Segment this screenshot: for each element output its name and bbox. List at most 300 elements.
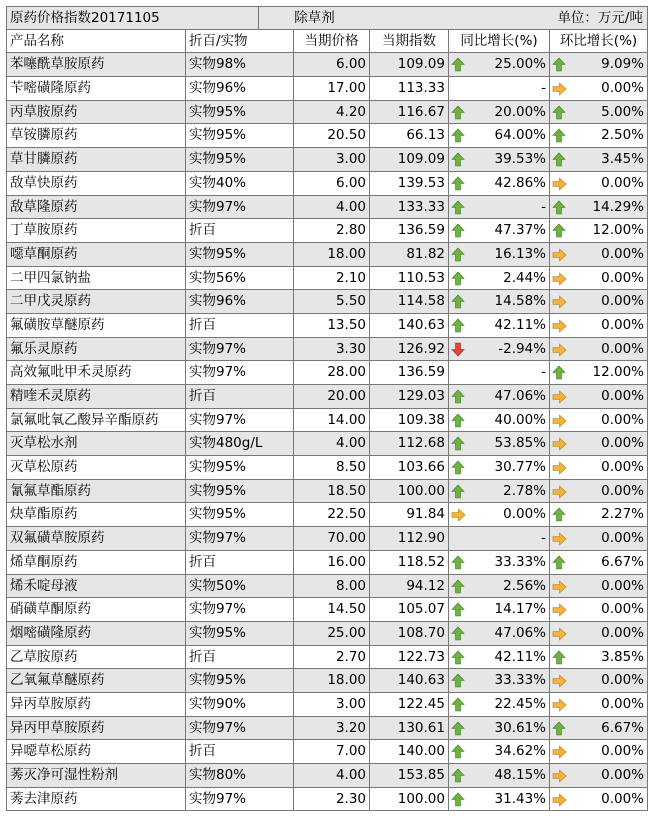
mom-value: 5.00% — [601, 103, 644, 120]
yoy-growth — [449, 53, 550, 76]
current-index: 113.33 — [370, 77, 449, 100]
right-arrow-icon — [552, 272, 567, 286]
yoy-growth — [449, 77, 550, 100]
product-name: 硝磺草酮原药 — [6, 598, 186, 621]
yoy-growth — [449, 788, 550, 811]
yoy-value: 53.85% — [494, 435, 546, 452]
price-index-table — [6, 6, 648, 811]
mom-growth — [550, 101, 648, 124]
current-index: 114.58 — [370, 290, 449, 313]
table-row — [6, 196, 648, 220]
up-arrow-icon — [451, 602, 465, 617]
current-price: 3.00 — [294, 693, 370, 716]
yoy-growth — [449, 717, 550, 740]
mom-value: 0.00% — [601, 459, 644, 476]
current-index: 129.03 — [370, 385, 449, 408]
basis: 折百 — [186, 740, 294, 763]
yoy-growth — [449, 338, 550, 361]
yoy-growth — [449, 575, 550, 598]
up-arrow-icon — [451, 200, 465, 215]
up-arrow-icon — [451, 555, 465, 570]
yoy-growth — [449, 243, 550, 266]
up-arrow-icon — [451, 413, 465, 428]
product-name: 莠去津原药 — [6, 788, 186, 811]
up-arrow-icon — [451, 223, 465, 238]
current-index: 136.59 — [370, 219, 449, 242]
basis: 折百 — [186, 385, 294, 408]
up-arrow-icon — [552, 105, 566, 120]
current-index: 133.33 — [370, 196, 449, 219]
right-arrow-icon — [552, 343, 567, 357]
mom-growth — [550, 788, 648, 811]
current-index: 91.84 — [370, 503, 449, 526]
table-row — [6, 385, 648, 409]
product-name: 二甲四氯钠盐 — [6, 267, 186, 290]
right-arrow-icon — [552, 769, 567, 783]
up-arrow-icon — [552, 223, 566, 238]
current-price: 22.50 — [294, 503, 370, 526]
mom-value: 0.00% — [601, 293, 644, 310]
current-price: 4.00 — [294, 432, 370, 455]
product-name: 二甲戊灵原药 — [6, 290, 186, 313]
basis: 实物95% — [186, 503, 294, 526]
basis: 实物97% — [186, 717, 294, 740]
yoy-growth — [449, 267, 550, 290]
yoy-value: 40.00% — [494, 411, 546, 428]
up-arrow-icon — [451, 247, 465, 262]
table-row — [6, 243, 648, 267]
table-row — [6, 693, 648, 717]
basis: 实物97% — [186, 338, 294, 361]
current-price: 16.00 — [294, 551, 370, 574]
yoy-value: - — [541, 198, 546, 215]
mom-growth — [550, 124, 648, 147]
table-row — [6, 717, 648, 741]
yoy-value: 25.00% — [494, 56, 546, 73]
yoy-value: 22.45% — [494, 695, 546, 712]
right-arrow-icon — [552, 390, 567, 404]
yoy-value: 20.00% — [494, 103, 546, 120]
mom-growth — [550, 480, 648, 503]
right-arrow-icon — [451, 508, 466, 522]
yoy-growth — [449, 196, 550, 219]
product-name: 苯噻酰草胺原药 — [6, 53, 186, 76]
current-index: 118.52 — [370, 551, 449, 574]
yoy-growth — [449, 598, 550, 621]
right-arrow-icon — [552, 177, 567, 191]
mom-value: 0.00% — [601, 577, 644, 594]
current-price: 3.30 — [294, 338, 370, 361]
mom-growth — [550, 314, 648, 337]
up-arrow-icon — [451, 389, 465, 404]
yoy-value: 33.33% — [494, 672, 546, 689]
unit-label: 单位：万元/吨 — [370, 7, 648, 29]
right-arrow-icon — [552, 82, 567, 96]
right-arrow-icon — [552, 485, 567, 499]
table-row — [6, 503, 648, 527]
current-index: 66.13 — [370, 124, 449, 147]
up-arrow-icon — [451, 436, 465, 451]
yoy-growth — [449, 740, 550, 763]
product-name: 烯禾啶母液 — [6, 575, 186, 598]
up-arrow-icon — [552, 200, 566, 215]
table-row — [6, 740, 648, 764]
header-index: 当期指数 — [370, 30, 449, 53]
right-arrow-icon — [552, 319, 567, 333]
up-arrow-icon — [451, 768, 465, 783]
right-arrow-icon — [552, 295, 567, 309]
mom-value: 3.45% — [601, 151, 644, 168]
current-price: 4.00 — [294, 764, 370, 787]
table-row — [6, 290, 648, 314]
current-index: 100.00 — [370, 480, 449, 503]
table-row — [6, 788, 648, 812]
current-price: 20.00 — [294, 385, 370, 408]
table-row — [6, 432, 648, 456]
current-price: 2.80 — [294, 219, 370, 242]
mom-growth — [550, 172, 648, 195]
current-index: 122.45 — [370, 693, 449, 716]
yoy-value: -2.94% — [498, 340, 546, 357]
right-arrow-icon — [552, 414, 567, 428]
yoy-value: 30.77% — [494, 459, 546, 476]
mom-growth — [550, 764, 648, 787]
up-arrow-icon — [552, 507, 566, 522]
yoy-growth — [449, 527, 550, 550]
mom-growth — [550, 243, 648, 266]
mom-growth — [550, 740, 648, 763]
up-arrow-icon — [451, 176, 465, 191]
current-index: 126.92 — [370, 338, 449, 361]
yoy-value: 47.06% — [494, 624, 546, 641]
mom-growth — [550, 551, 648, 574]
report-title: 原药价格指数20171105 — [6, 7, 259, 29]
product-name: 氰氟草酯原药 — [6, 480, 186, 503]
right-arrow-icon — [552, 437, 567, 451]
current-price: 28.00 — [294, 361, 370, 384]
mom-growth — [550, 338, 648, 361]
current-index: 140.00 — [370, 740, 449, 763]
mom-growth — [550, 148, 648, 171]
current-index: 109.09 — [370, 53, 449, 76]
mom-growth — [550, 527, 648, 550]
current-price: 3.20 — [294, 717, 370, 740]
basis: 实物95% — [186, 148, 294, 171]
up-arrow-icon — [451, 650, 465, 665]
current-index: 153.85 — [370, 764, 449, 787]
yoy-value: 31.43% — [494, 790, 546, 807]
mom-growth — [550, 290, 648, 313]
table-row — [6, 53, 648, 77]
current-index: 100.00 — [370, 788, 449, 811]
yoy-growth — [449, 456, 550, 479]
yoy-value: 42.86% — [494, 174, 546, 191]
basis: 实物95% — [186, 124, 294, 147]
yoy-value: 48.15% — [494, 767, 546, 783]
yoy-growth — [449, 409, 550, 432]
mom-value: 6.67% — [601, 719, 644, 736]
yoy-value: 14.58% — [494, 293, 546, 310]
current-index: 109.38 — [370, 409, 449, 432]
mom-value: 6.67% — [601, 553, 644, 570]
table-row — [6, 598, 648, 622]
current-price: 20.50 — [294, 124, 370, 147]
yoy-value: 0.00% — [503, 506, 546, 523]
basis: 折百 — [186, 551, 294, 574]
mom-value: 0.00% — [601, 601, 644, 618]
product-name: 丙草胺原药 — [6, 101, 186, 124]
product-name: 高效氟吡甲禾灵原药 — [6, 361, 186, 384]
table-row — [6, 314, 648, 338]
basis: 实物95% — [186, 622, 294, 645]
table-row — [6, 480, 648, 504]
basis: 实物95% — [186, 101, 294, 124]
mom-value: 9.09% — [601, 56, 644, 73]
basis: 实物97% — [186, 788, 294, 811]
mom-growth — [550, 717, 648, 740]
product-name: 乙草胺原药 — [6, 646, 186, 669]
table-row — [6, 456, 648, 480]
current-index: 116.67 — [370, 101, 449, 124]
header-price: 当期价格 — [294, 30, 370, 53]
table-body — [6, 53, 648, 811]
header-mom: 环比增长(%) — [550, 30, 648, 53]
basis: 实物98% — [186, 53, 294, 76]
up-arrow-icon — [552, 128, 566, 143]
mom-value: 12.00% — [592, 222, 644, 239]
up-arrow-icon — [451, 792, 465, 807]
basis: 实物97% — [186, 361, 294, 384]
up-arrow-icon — [552, 721, 566, 736]
current-index: 81.82 — [370, 243, 449, 266]
current-price: 25.00 — [294, 622, 370, 645]
current-price: 18.00 — [294, 243, 370, 266]
product-name: 氟磺胺草醚原药 — [6, 314, 186, 337]
current-price: 5.50 — [294, 290, 370, 313]
mom-growth — [550, 219, 648, 242]
current-index: 136.59 — [370, 361, 449, 384]
current-price: 6.00 — [294, 172, 370, 195]
mom-growth — [550, 503, 648, 526]
up-arrow-icon — [552, 650, 566, 665]
category-title: 除草剂 — [294, 10, 335, 26]
current-index: 112.68 — [370, 432, 449, 455]
mom-value: 0.00% — [601, 269, 644, 286]
current-price: 4.00 — [294, 196, 370, 219]
right-arrow-icon — [552, 627, 567, 641]
yoy-growth — [449, 314, 550, 337]
up-arrow-icon — [451, 626, 465, 641]
mom-value: 0.00% — [601, 435, 644, 452]
mom-value: 14.29% — [592, 198, 644, 215]
current-price: 17.00 — [294, 77, 370, 100]
mom-value: 0.00% — [601, 316, 644, 333]
product-name: 双氟磺草胺原药 — [6, 527, 186, 550]
current-price: 7.00 — [294, 740, 370, 763]
table-row — [6, 172, 648, 196]
yoy-growth — [449, 622, 550, 645]
table-row — [6, 361, 648, 385]
yoy-growth — [449, 503, 550, 526]
table-row — [6, 764, 648, 788]
product-name: 灭草松水剂 — [6, 432, 186, 455]
yoy-growth — [449, 646, 550, 669]
yoy-growth — [449, 290, 550, 313]
yoy-growth — [449, 764, 550, 787]
yoy-value: 2.56% — [503, 577, 546, 594]
mom-growth — [550, 575, 648, 598]
yoy-value: 64.00% — [494, 127, 546, 144]
current-price: 2.70 — [294, 646, 370, 669]
current-index: 122.73 — [370, 646, 449, 669]
product-name: 氯氟吡氧乙酸异辛酯原药 — [6, 409, 186, 432]
current-price: 18.00 — [294, 669, 370, 692]
mom-value: 3.85% — [601, 648, 644, 665]
yoy-value: 14.17% — [494, 601, 546, 618]
mom-growth — [550, 669, 648, 692]
mom-value: 0.00% — [601, 790, 644, 807]
yoy-value: 30.61% — [494, 719, 546, 736]
basis: 实物80% — [186, 764, 294, 787]
yoy-growth — [449, 385, 550, 408]
up-arrow-icon — [451, 105, 465, 120]
mom-value: 2.50% — [601, 127, 644, 144]
up-arrow-icon — [451, 152, 465, 167]
mom-growth — [550, 598, 648, 621]
current-price: 8.00 — [294, 575, 370, 598]
current-price: 70.00 — [294, 527, 370, 550]
table-row — [6, 622, 648, 646]
mom-value: 0.00% — [601, 767, 644, 783]
yoy-growth — [449, 551, 550, 574]
product-name: 精喹禾灵原药 — [6, 385, 186, 408]
mom-growth — [550, 361, 648, 384]
basis: 实物97% — [186, 196, 294, 219]
mom-growth — [550, 409, 648, 432]
current-index: 109.09 — [370, 148, 449, 171]
basis: 实物95% — [186, 669, 294, 692]
table-row — [6, 551, 648, 575]
up-arrow-icon — [451, 721, 465, 736]
yoy-growth — [449, 124, 550, 147]
basis: 实物96% — [186, 77, 294, 100]
basis: 实物40% — [186, 172, 294, 195]
current-index: 139.53 — [370, 172, 449, 195]
right-arrow-icon — [552, 603, 567, 617]
mom-growth — [550, 267, 648, 290]
current-price: 8.50 — [294, 456, 370, 479]
up-arrow-icon — [451, 579, 465, 594]
mom-value: 0.00% — [601, 695, 644, 712]
basis: 折百 — [186, 219, 294, 242]
basis: 折百 — [186, 314, 294, 337]
up-arrow-icon — [552, 57, 566, 72]
mom-growth — [550, 196, 648, 219]
current-price: 18.50 — [294, 480, 370, 503]
mom-value: 0.00% — [601, 411, 644, 428]
up-arrow-icon — [451, 271, 465, 286]
up-arrow-icon — [451, 128, 465, 143]
basis: 实物56% — [186, 267, 294, 290]
product-name: 灭草松原药 — [6, 456, 186, 479]
up-arrow-icon — [552, 152, 566, 167]
table-row — [6, 124, 648, 148]
current-price: 2.30 — [294, 788, 370, 811]
yoy-growth — [449, 432, 550, 455]
product-name: 苄嘧磺隆原药 — [6, 77, 186, 100]
mom-value: 0.00% — [601, 530, 644, 547]
product-name: 草铵膦原药 — [6, 124, 186, 147]
product-name: 炔草酯原药 — [6, 503, 186, 526]
basis: 实物90% — [186, 693, 294, 716]
down-arrow-icon — [451, 342, 465, 357]
yoy-value: 47.37% — [494, 222, 546, 239]
yoy-value: - — [541, 80, 546, 97]
product-name: 氟乐灵原药 — [6, 338, 186, 361]
right-arrow-icon — [552, 248, 567, 262]
table-row — [6, 527, 648, 551]
right-arrow-icon — [552, 698, 567, 712]
yoy-value: - — [541, 364, 546, 381]
current-index: 94.12 — [370, 575, 449, 598]
up-arrow-icon — [552, 365, 566, 380]
current-price: 13.50 — [294, 314, 370, 337]
current-index: 140.63 — [370, 314, 449, 337]
header-yoy: 同比增长(%) — [449, 30, 550, 53]
product-name: 异丙甲草胺原药 — [6, 717, 186, 740]
table-row — [6, 267, 648, 291]
yoy-value: 42.11% — [494, 316, 546, 333]
yoy-value: - — [541, 530, 546, 547]
mom-growth — [550, 432, 648, 455]
current-price: 4.20 — [294, 101, 370, 124]
yoy-value: 39.53% — [494, 151, 546, 168]
right-arrow-icon — [552, 461, 567, 475]
right-arrow-icon — [552, 793, 567, 807]
yoy-growth — [449, 361, 550, 384]
mom-value: 0.00% — [601, 743, 644, 760]
mom-value: 0.00% — [601, 174, 644, 191]
table-row — [6, 148, 648, 172]
yoy-growth — [449, 101, 550, 124]
up-arrow-icon — [451, 744, 465, 759]
product-name: 异噁草松原药 — [6, 740, 186, 763]
table-row — [6, 409, 648, 433]
header-product-name: 产品名称 — [6, 30, 186, 53]
yoy-growth — [449, 148, 550, 171]
mom-value: 0.00% — [601, 624, 644, 641]
product-name: 敌草快原药 — [6, 172, 186, 195]
table-row — [6, 338, 648, 362]
current-index: 110.53 — [370, 267, 449, 290]
current-price: 2.10 — [294, 267, 370, 290]
yoy-growth — [449, 693, 550, 716]
mom-growth — [550, 622, 648, 645]
mom-value: 0.00% — [601, 245, 644, 262]
right-arrow-icon — [552, 532, 567, 546]
mom-value: 0.00% — [601, 672, 644, 689]
current-index: 140.63 — [370, 669, 449, 692]
mom-growth — [550, 385, 648, 408]
product-name: 噁草酮原药 — [6, 243, 186, 266]
product-name: 烟嘧磺隆原药 — [6, 622, 186, 645]
yoy-value: 34.62% — [494, 743, 546, 760]
mom-value: 0.00% — [601, 80, 644, 97]
mom-growth — [550, 53, 648, 76]
current-index: 105.07 — [370, 598, 449, 621]
product-name: 烯草酮原药 — [6, 551, 186, 574]
table-title-row — [6, 6, 648, 30]
